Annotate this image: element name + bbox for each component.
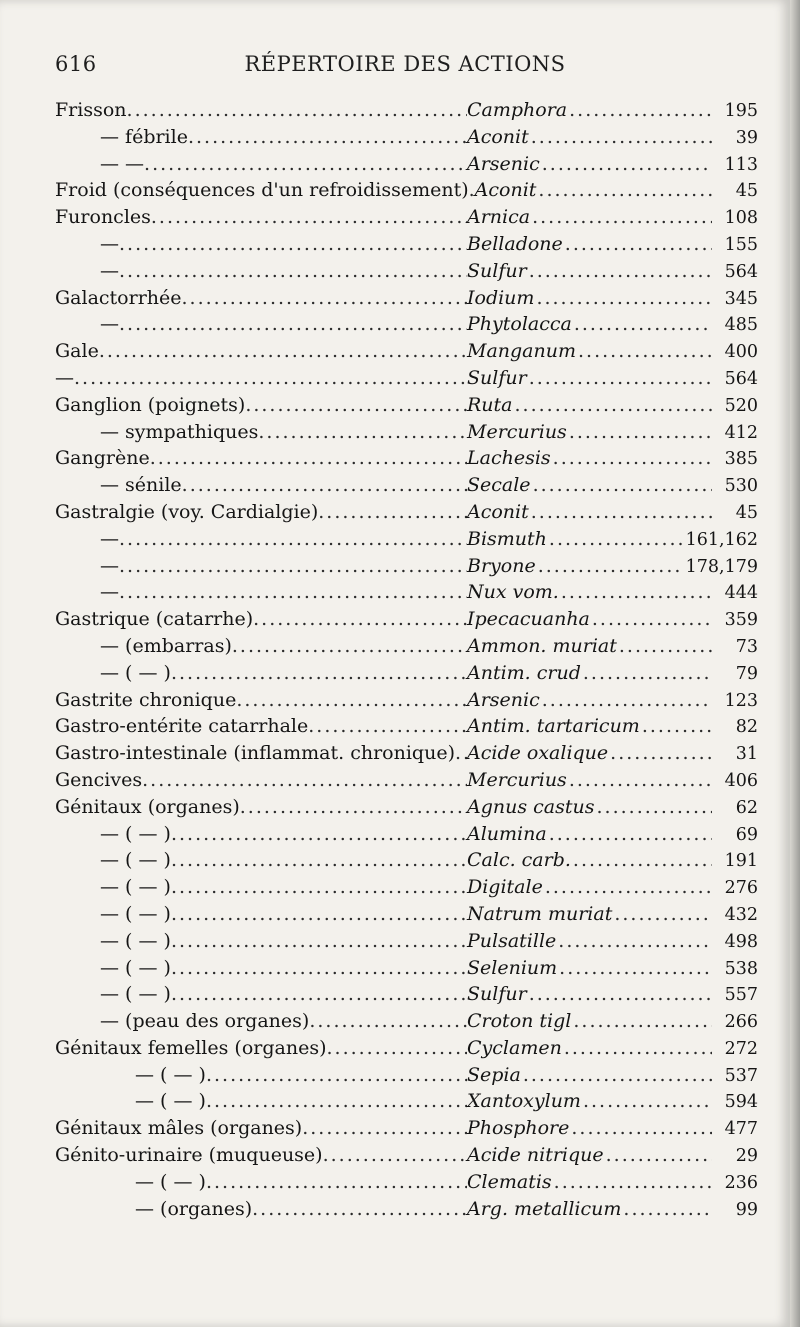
index-entry [55, 633, 758, 660]
entry-remedy: Calc. carb. [467, 849, 571, 872]
entry-remedy: Antim. tartaricum [467, 715, 640, 738]
entry-remedy: Sepia [467, 1063, 521, 1086]
index-entry [55, 392, 758, 419]
entry-remedy: Manganum [467, 340, 576, 363]
entry-remedy: Clematis [467, 1170, 552, 1193]
dot-leader [455, 740, 467, 767]
entry-page-number: 406 [724, 770, 758, 791]
index-entry [55, 499, 758, 526]
dot-leader [564, 1035, 712, 1062]
entry-page-number: 520 [724, 395, 758, 416]
entry-page-number: 39 [735, 127, 758, 148]
index-entry [55, 231, 758, 258]
dot-leader [119, 553, 467, 580]
entry-page-number: 236 [724, 1172, 758, 1193]
entry-term: Ganglion (poignets) [55, 393, 246, 416]
dot-leader [326, 1035, 467, 1062]
dot-leader [150, 445, 467, 472]
index-entry [55, 1008, 758, 1035]
entry-page-number: 73 [735, 636, 758, 657]
dot-leader [553, 445, 712, 472]
index-entry [55, 579, 758, 606]
entry-page-number: 108 [724, 208, 758, 229]
dot-leader [569, 767, 712, 794]
entry-remedy: Sulfur [467, 983, 527, 1006]
index-entry [55, 1035, 758, 1062]
entry-remedy: Mercurius [467, 420, 567, 443]
entry-page-number: 276 [724, 878, 758, 899]
dot-leader [558, 928, 712, 955]
dot-leader [549, 821, 712, 848]
entry-remedy: Sulfur [467, 259, 527, 282]
index-entry [55, 526, 758, 553]
entry-term: Génito-urinaire (muqueuse) [55, 1144, 323, 1167]
index-entry [55, 338, 758, 365]
dot-leader [538, 177, 712, 204]
entry-remedy: Phosphore [467, 1117, 570, 1140]
entry-page-number: 82 [735, 717, 758, 738]
page-edge [790, 0, 800, 1327]
entry-page-number: 191 [724, 851, 758, 872]
index-entry [55, 794, 758, 821]
dot-leader [623, 1196, 712, 1223]
entry-remedy: Aconit [467, 500, 529, 523]
dot-leader [308, 713, 467, 740]
index-entry [55, 901, 758, 928]
entry-remedy: Phytolacca [467, 313, 572, 336]
entry-page-number: 400 [724, 342, 758, 363]
entry-term: — ( — ) [100, 929, 171, 952]
entry-term: — fébrile [100, 125, 188, 148]
entry-page-number: 432 [724, 904, 758, 925]
entry-page-number: 444 [724, 583, 758, 604]
index-entry [55, 97, 758, 124]
dot-leader [127, 97, 467, 124]
entry-remedy: Arsenic [467, 152, 540, 175]
entry-page-number: 564 [724, 261, 758, 282]
dot-leader [232, 633, 467, 660]
index-entry [55, 687, 758, 714]
entry-term: — ( — ) [100, 902, 171, 925]
index-entry [55, 1196, 758, 1223]
dot-leader [606, 1142, 712, 1169]
dot-leader [142, 767, 467, 794]
dot-leader [610, 740, 712, 767]
entry-term: Gastralgie (voy. Cardialgie) [55, 500, 319, 523]
entry-term: Gangrène [55, 447, 150, 470]
entry-page-number: 485 [724, 315, 758, 336]
index-entry [55, 740, 758, 767]
entry-term: Gastro-entérite catarrhale [55, 715, 309, 738]
entry-remedy: Nux vom. [467, 581, 559, 604]
dot-leader [549, 526, 682, 553]
entry-term: Génitaux (organes) [55, 795, 240, 818]
entry-term: Galactorrhée [55, 286, 182, 309]
dot-leader [171, 874, 467, 901]
entry-page-number: 557 [724, 985, 758, 1006]
entry-page-number: 45 [735, 181, 758, 202]
entry-term: — (peau des organes) [100, 1010, 310, 1033]
entry-term: — (embarras) [100, 634, 232, 657]
dot-leader [574, 311, 712, 338]
index-entry [55, 1142, 758, 1169]
dot-leader [253, 606, 467, 633]
entry-term: Gastrique (catarrhe) [55, 608, 254, 631]
index-entry [55, 124, 758, 151]
dot-leader [206, 1062, 467, 1089]
entry-remedy: Arsenic [467, 688, 540, 711]
entry-term: — [100, 259, 119, 282]
entry-page-number: 45 [735, 502, 758, 523]
entry-page-number: 537 [724, 1065, 758, 1086]
entry-term: — [100, 581, 119, 604]
entry-term: — [100, 232, 119, 255]
dot-leader [171, 660, 467, 687]
dot-leader [182, 285, 467, 312]
index-list [55, 97, 758, 1222]
index-entry [55, 1115, 758, 1142]
dot-leader [171, 901, 467, 928]
index-entry [55, 258, 758, 285]
entry-remedy: Agnus castus [467, 795, 595, 818]
dot-leader [529, 365, 712, 392]
dot-leader [573, 847, 712, 874]
index-entry [55, 419, 758, 446]
dot-leader [323, 1142, 467, 1169]
entry-term: — ( — ) [100, 876, 171, 899]
entry-page-number: 161,162 [685, 529, 758, 550]
dot-leader [565, 231, 712, 258]
entry-page-number: 123 [724, 690, 758, 711]
entry-remedy: Ipecacuanha [467, 608, 590, 631]
entry-page-number: 113 [724, 154, 758, 175]
dot-leader [592, 606, 712, 633]
index-entry [55, 874, 758, 901]
entry-term: — sénile [100, 474, 182, 497]
entry-remedy: Ruta [467, 393, 513, 416]
index-entry [55, 821, 758, 848]
dot-leader [583, 660, 712, 687]
entry-term: Gale [55, 340, 99, 363]
index-entry [55, 767, 758, 794]
dot-leader [614, 901, 712, 928]
entry-remedy: Digitale [467, 876, 543, 899]
entry-remedy: Belladone [467, 232, 563, 255]
dot-leader [569, 419, 712, 446]
dot-leader [578, 338, 712, 365]
index-entry [55, 928, 758, 955]
dot-leader [245, 392, 467, 419]
entry-page-number: 385 [724, 449, 758, 470]
dot-leader [236, 687, 467, 714]
entry-remedy: Sulfur [467, 366, 527, 389]
dot-leader [309, 1008, 467, 1035]
entry-term: Génitaux femelles (organes) [55, 1036, 327, 1059]
entry-term: — [55, 366, 74, 389]
index-entry [55, 204, 758, 231]
entry-page-number: 99 [735, 1199, 758, 1220]
dot-leader [171, 955, 467, 982]
entry-remedy: Cyclamen [467, 1036, 562, 1059]
dot-leader [171, 847, 467, 874]
entry-term: — ( — ) [135, 1170, 206, 1193]
entry-page-number: 594 [724, 1092, 758, 1113]
page-number: 616 [55, 52, 97, 76]
index-entry [55, 365, 758, 392]
entry-term: — [100, 313, 119, 336]
entry-term: — sympathiques [100, 420, 259, 443]
dot-leader [171, 981, 467, 1008]
index-entry [55, 472, 758, 499]
index-entry [55, 981, 758, 1008]
dot-leader [533, 472, 712, 499]
dot-leader [119, 231, 467, 258]
index-entry [55, 151, 758, 178]
entry-page-number: 564 [724, 368, 758, 389]
entry-remedy: Croton tigl [467, 1010, 572, 1033]
dot-leader [529, 981, 712, 1008]
entry-remedy: Bryone [467, 554, 536, 577]
dot-leader [119, 311, 467, 338]
entry-remedy: Lachesis [467, 447, 551, 470]
entry-page-number: 29 [735, 1146, 758, 1167]
dot-leader [99, 338, 467, 365]
dot-leader [119, 258, 467, 285]
entry-remedy: Arnica [467, 206, 531, 229]
index-entry [55, 1088, 758, 1115]
entry-term: — (organes) [135, 1197, 253, 1220]
entry-page-number: 477 [724, 1119, 758, 1140]
dot-leader [302, 1115, 467, 1142]
dot-leader [151, 204, 467, 231]
dot-leader [569, 97, 712, 124]
entry-remedy: Acide oxalique [467, 742, 609, 765]
index-entry [55, 285, 758, 312]
entry-page-number: 345 [724, 288, 758, 309]
index-entry [55, 311, 758, 338]
dot-leader [554, 1169, 712, 1196]
dot-leader [252, 1196, 467, 1223]
entry-remedy: Aconit [467, 125, 529, 148]
entry-remedy: Ammon. muriat [467, 634, 617, 657]
dot-leader [561, 579, 712, 606]
entry-remedy: Secale [467, 474, 531, 497]
dot-leader [542, 151, 712, 178]
index-entry [55, 606, 758, 633]
entry-remedy: Iodium [467, 286, 535, 309]
dot-leader [531, 124, 712, 151]
entry-term: — ( — ) [135, 1063, 206, 1086]
index-entry [55, 445, 758, 472]
dot-leader [119, 579, 467, 606]
entry-term: — ( — ) [100, 822, 171, 845]
index-entry [55, 177, 758, 204]
index-entry [55, 1062, 758, 1089]
index-entry [55, 553, 758, 580]
entry-remedy: Arg. metallicum [467, 1197, 622, 1220]
dot-leader [171, 821, 467, 848]
dot-leader [559, 955, 712, 982]
dot-leader [531, 499, 712, 526]
index-entry [55, 713, 758, 740]
entry-term: — [100, 527, 119, 550]
index-entry [55, 1169, 758, 1196]
entry-term: Frisson [55, 99, 127, 121]
entry-term: Génitaux mâles (organes) [55, 1117, 303, 1140]
entry-term: — ( — ) [100, 983, 171, 1006]
dot-leader [536, 285, 712, 312]
dot-leader [119, 526, 467, 553]
index-entry [55, 847, 758, 874]
dot-leader [318, 499, 467, 526]
entry-remedy: Bismuth [467, 527, 547, 550]
entry-page-number: 272 [724, 1038, 758, 1059]
entry-page-number: 62 [735, 797, 758, 818]
entry-term: Gastro-intestinale (inflammat. chronique) [55, 742, 455, 765]
entry-term: — ( — ) [100, 849, 171, 872]
dot-leader [597, 794, 713, 821]
index-entry [55, 955, 758, 982]
entry-page-number: 195 [724, 101, 758, 121]
entry-term: — ( — ) [100, 956, 171, 979]
running-title: RÉPERTOIRE DES ACTIONS [244, 52, 566, 76]
entry-page-number: 69 [735, 824, 758, 845]
page-header [55, 52, 755, 88]
entry-term: — ( — ) [100, 661, 171, 684]
entry-remedy: Pulsatille [467, 929, 557, 952]
entry-term: — ( — ) [135, 1090, 206, 1113]
dot-leader [523, 1062, 712, 1089]
dot-leader [538, 553, 682, 580]
dot-leader [206, 1088, 467, 1115]
entry-term: Froid (conséquences d'un refroidissement) [55, 179, 469, 202]
dot-leader [515, 392, 712, 419]
entry-term: — [100, 554, 119, 577]
entry-page-number: 266 [724, 1012, 758, 1033]
dot-leader [542, 687, 712, 714]
dot-leader [583, 1088, 712, 1115]
dot-leader [188, 124, 467, 151]
entry-term: Gencives [55, 768, 143, 791]
dot-leader [545, 874, 712, 901]
dot-leader [171, 928, 467, 955]
entry-remedy: Antim. crud [467, 661, 581, 684]
entry-remedy: Acide nitrique [467, 1144, 604, 1167]
dot-leader [532, 204, 712, 231]
entry-remedy: Natrum muriat [467, 902, 613, 925]
entry-term: Furoncles [55, 206, 151, 229]
dot-leader [206, 1169, 467, 1196]
entry-page-number: 530 [724, 476, 758, 497]
index-entry [55, 660, 758, 687]
dot-leader [182, 472, 467, 499]
entry-remedy: Camphora [467, 99, 568, 121]
entry-remedy: Alumina [467, 822, 547, 845]
entry-page-number: 79 [735, 663, 758, 684]
dot-leader [619, 633, 712, 660]
dot-leader [529, 258, 712, 285]
entry-term: Gastrite chronique [55, 688, 237, 711]
entry-remedy: Aconit [474, 179, 537, 202]
entry-remedy: Selenium [467, 956, 558, 979]
dot-leader [571, 1115, 712, 1142]
dot-leader [258, 419, 467, 446]
dot-leader [240, 794, 467, 821]
entry-page-number: 178,179 [685, 556, 758, 577]
dot-leader [144, 151, 467, 178]
entry-page-number: 31 [735, 744, 758, 765]
dot-leader [573, 1008, 712, 1035]
entry-page-number: 155 [724, 234, 758, 255]
entry-page-number: 412 [724, 422, 758, 443]
dot-leader [642, 713, 712, 740]
entry-remedy: Mercurius [467, 768, 567, 791]
entry-page-number: 538 [724, 958, 758, 979]
entry-page-number: 359 [724, 610, 758, 631]
entry-remedy: Xantoxylum [467, 1090, 581, 1113]
dot-leader [74, 365, 467, 392]
entry-page-number: 498 [724, 931, 758, 952]
entry-term: — — [100, 152, 145, 175]
